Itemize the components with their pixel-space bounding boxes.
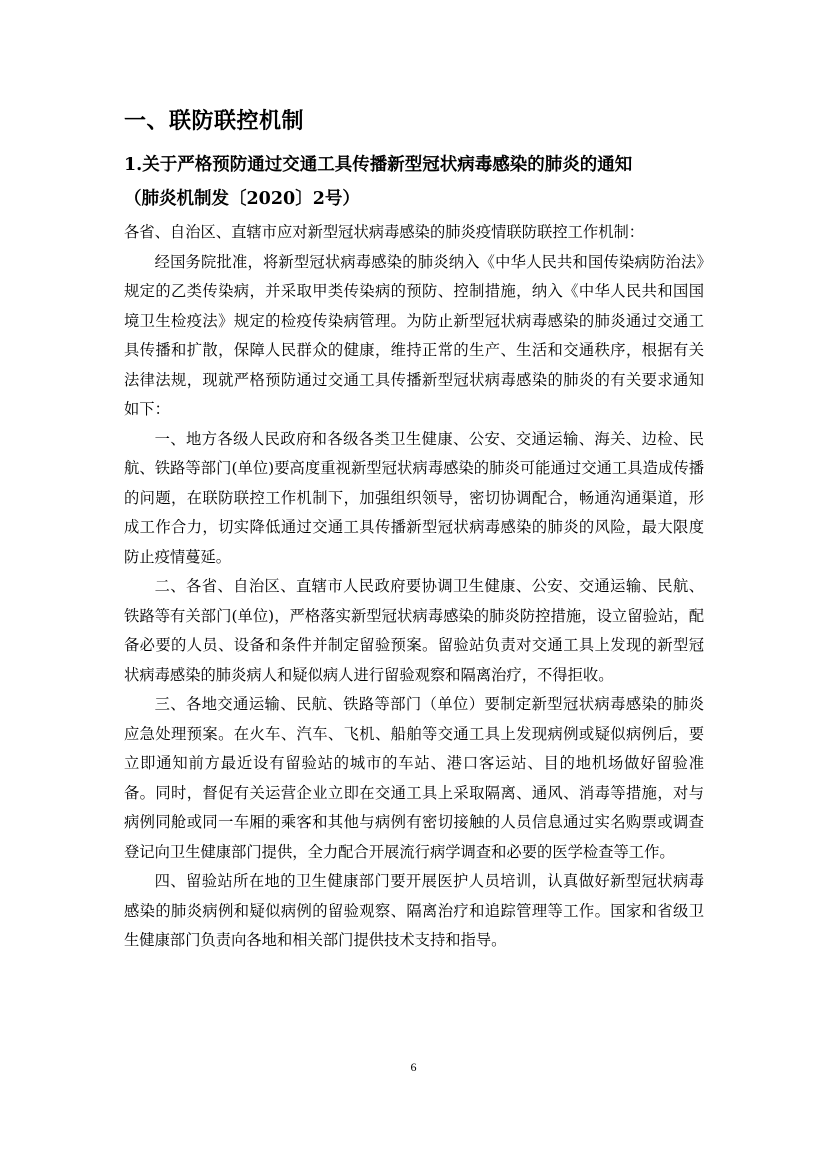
document-title xyxy=(124,148,704,216)
document-body xyxy=(124,218,704,956)
salutation: 各省、自治区、直辖市应对新型冠状病毒感染的肺炎疫情联防联控工作机制： xyxy=(124,223,645,241)
section-title: 一、联防联控机制 xyxy=(124,109,305,134)
document-title-line-1: 1.关于严格预防通过交通工具传播新型冠状病毒感染的肺炎的通知 xyxy=(124,155,633,175)
paragraph-item-2: 二、各省、自治区、直辖市人民政府要协调卫生健康、公安、交通运输、民航、铁路等有关部门(单位)，严格落实新型冠状病毒感染的肺炎防控措施，设立留验站，配备必要的人员、设备和条件并制定留验预案。留验站负责对交通工具上发现的新型冠状病毒感染的肺炎病人和疑似病人进行留验观察和隔离治疗，不得拒收。 xyxy=(124,577,704,684)
paragraph-item-1: 一、地方各级人民政府和各级各类卫生健康、公安、交通运输、海关、边检、民航、铁路等部门(单位)要高度重视新型冠状病毒感染的肺炎可能通过交通工具造成传播的问题，在联防联控工作机制下，加强组织领导，密切协调配合，畅通沟通渠道，形成工作合力，切实降低通过交通工具传播新型冠状病毒感染的肺炎的风险，最大限度防止疫情蔓延。 xyxy=(124,429,704,566)
paragraph-item-4: 四、留验站所在地的卫生健康部门要开展医护人员培训，认真做好新型冠状病毒感染的肺炎病例和疑似病例的留验观察、隔离治疗和追踪管理等工作。国家和省级卫生健康部门负责向各地和相关部门提供技术支持和指导。 xyxy=(124,872,704,949)
paragraph-item-3: 三、各地交通运输、民航、铁路等部门（单位）要制定新型冠状病毒感染的肺炎应急处理预案。在火车、汽车、飞机、船舶等交通工具上发现病例或疑似病例后，要立即通知前方最近设有留验站的城市的车站、港口客运站、目的地机场做好留验准备。同时，督促有关运营企业立即在交通工具上采取隔离、通风、消毒等措施，对与病例同舱或同一车厢的乘客和其他与病例有密切接触的人员信息通过实名购票或调查登记向卫生健康部门提供，全力配合开展流行病学调查和必要的医学检查等工作。 xyxy=(124,695,704,861)
page-number: 6 xyxy=(410,1060,417,1074)
paragraph-preamble: 经国务院批准，将新型冠状病毒感染的肺炎纳入《中华人民共和国传染病防治法》规定的乙类传染病，并采取甲类传染病的预防、控制措施，纳入《中华人民共和国国境卫生检疫法》规定的检疫传染病管理。为防止新型冠状病毒感染的肺炎通过交通工具传播和扩散，保障人民群众的健康，维持正常的生产、生活和交通秩序，根据有关法律法规，现就严格预防通过交通工具传播新型冠状病毒感染的肺炎的有关要求通知如下： xyxy=(124,252,704,418)
document-number: （肺炎机制发〔2020〕2号） xyxy=(124,189,360,209)
